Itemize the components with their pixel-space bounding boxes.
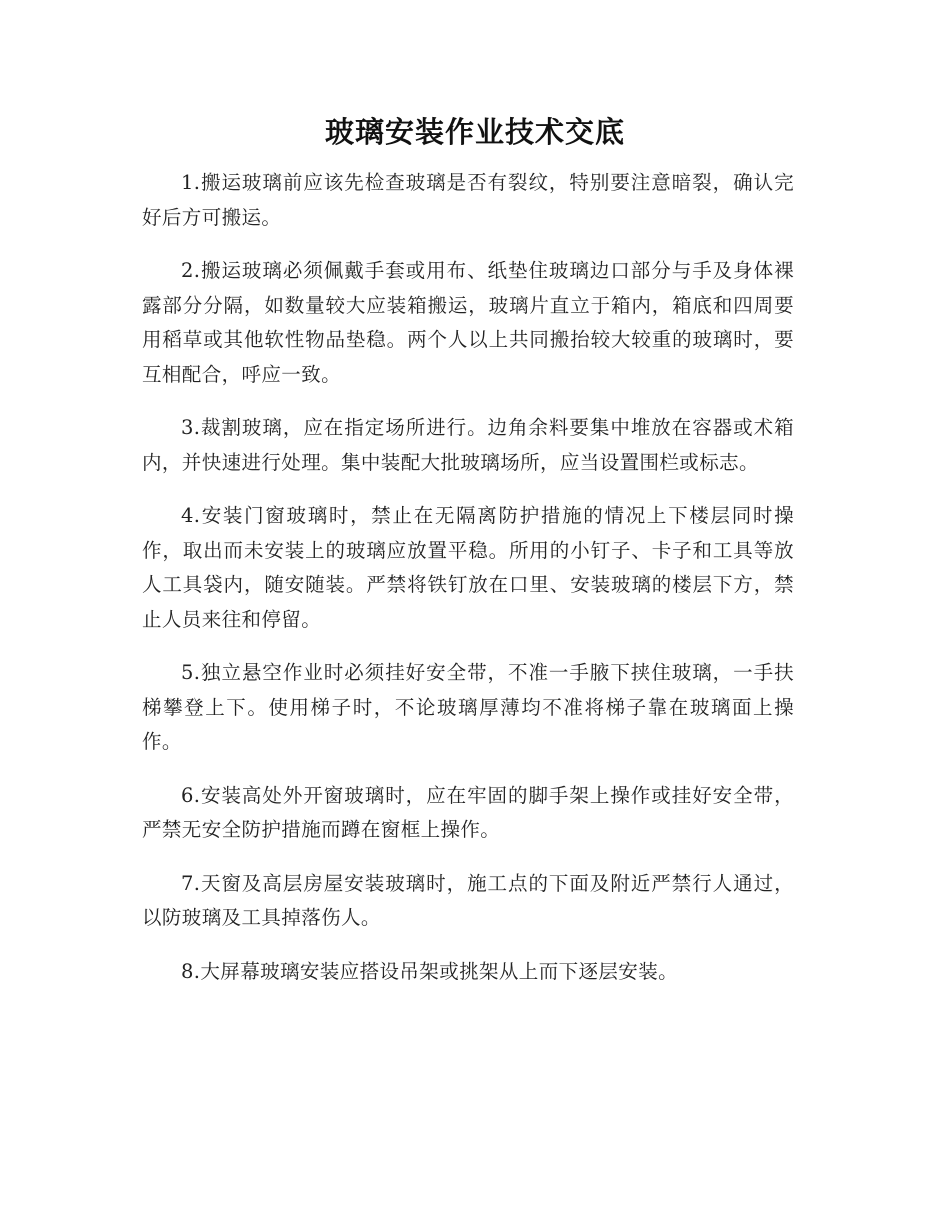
paragraph-1: 1.搬运玻璃前应该先检查玻璃是否有裂纹，特别要注意暗裂，确认完好后方可搬运。 <box>142 171 794 229</box>
paragraph-7: 7.天窗及高层房屋安装玻璃时，施工点的下面及附近严禁行人通过，以防玻璃及工具掉落伤人。 <box>142 871 794 929</box>
document-title: 玻璃安装作业技术交底 <box>324 115 625 149</box>
document-body <box>142 166 794 1008</box>
paragraph-2: 2.搬运玻璃必须佩戴手套或用布、纸垫住玻璃边口部分与手及身体裸露部分分隔，如数量较大应装箱搬运，玻璃片直立于箱内，箱底和四周要用稻草或其他软性物品垫稳。两个人以上共同搬抬较大较重的玻璃时，要互相配合，呼应一致。 <box>142 259 794 386</box>
paragraph-5: 5.独立悬空作业时必须挂好安全带，不准一手腋下挟住玻璃，一手扶梯攀登上下。使用梯子时，不论玻璃厚薄均不准将梯子靠在玻璃面上操作。 <box>142 661 794 753</box>
paragraph-6: 6.安装高处外开窗玻璃时，应在牢固的脚手架上操作或挂好安全带，严禁无安全防护措施而蹲在窗框上操作。 <box>142 783 794 841</box>
paragraph-4: 4.安装门窗玻璃时，禁止在无隔离防护措施的情况上下楼层同时操作，取出而未安装上的玻璃应放置平稳。所用的小钉子、卡子和工具等放人工具袋内，随安随装。严禁将铁钉放在口里、安装玻璃的楼层下方，禁止人员来往和停留。 <box>142 504 794 631</box>
paragraph-3: 3.裁割玻璃，应在指定场所进行。边角余料要集中堆放在容器或术箱内，并快速进行处理。集中装配大批玻璃场所，应当设置围栏或标志。 <box>142 416 794 474</box>
paragraph-8: 8.大屏幕玻璃安装应搭设吊架或挑架从上而下逐层安装。 <box>181 959 679 983</box>
